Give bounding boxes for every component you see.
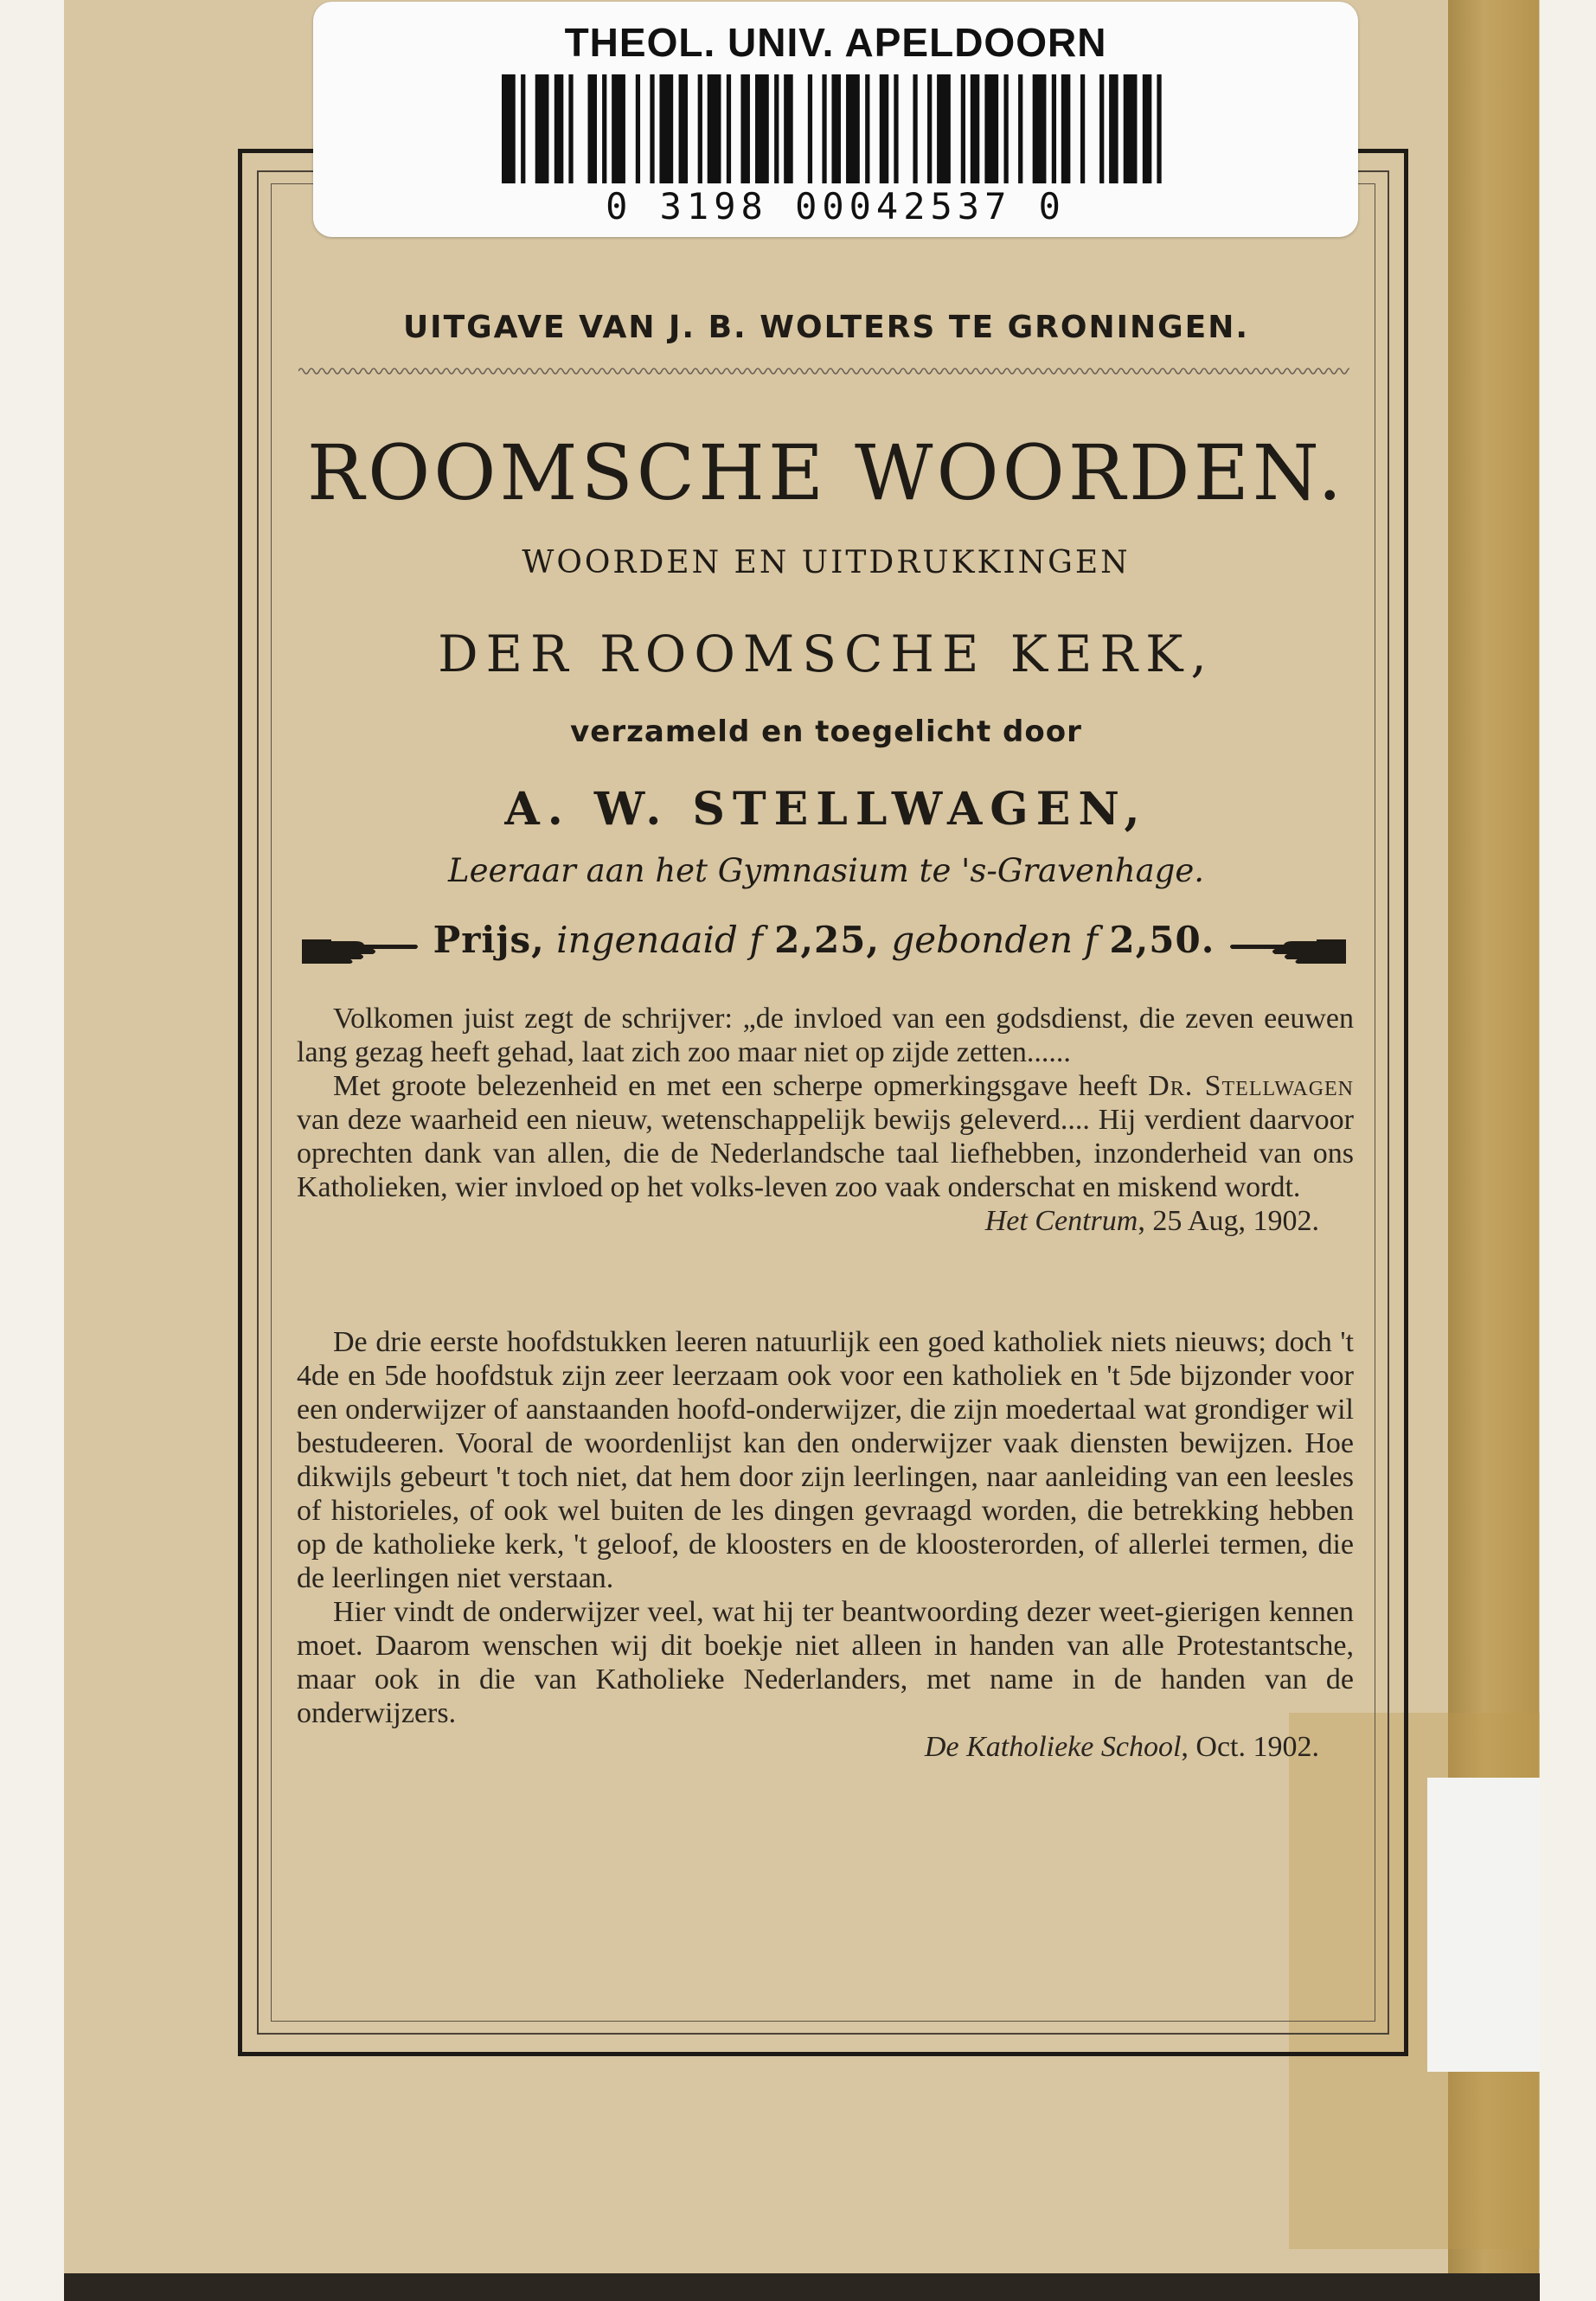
barcode-bar — [659, 74, 673, 183]
barcode-bar — [612, 74, 625, 183]
review-1-p2-start: Met groote belezenheid en met een scherpe opmerkingsgave heeft — [333, 1070, 1138, 1102]
barcode-bar — [588, 74, 598, 183]
barcode-bar — [568, 74, 573, 183]
review-1-p2-end: van deze waarheid een nieuw, wetenschappelijk bewijs geleverd.... Hij verdient daarvoor oprechten dank van allen, die de Nederlandsche taal liefhebben, inzonderheid van ons Katholieken, wier invloed op het volks-leven zoo vaak onderschat en miskend wordt. — [297, 1104, 1354, 1203]
barcode-bar — [1033, 74, 1047, 183]
book-subtitle-2: DER ROOMSCHE KERK, — [438, 625, 1215, 683]
barcode-bar — [1052, 74, 1056, 183]
barcode-bar — [698, 74, 702, 183]
barcode-icon — [502, 74, 1171, 183]
barcode-bar — [502, 74, 516, 183]
barcode-bar — [784, 74, 793, 183]
barcode-bar — [1109, 74, 1118, 183]
review-2-source — [297, 1730, 1319, 1764]
review-katholieke-school — [297, 1325, 1354, 1764]
author-role: Leeraar aan het Gymnasium te 's-Gravenhage. — [448, 852, 1204, 889]
author-name: A. W. STELLWAGEN, — [504, 783, 1148, 836]
barcode-bar — [894, 74, 898, 183]
price-label: Prijs, — [433, 919, 545, 961]
barcode-bar — [846, 74, 860, 183]
barcode-bar — [774, 74, 779, 183]
barcode-bar — [913, 74, 917, 183]
barcode-number: 0 3198 00042537 0 — [606, 185, 1066, 228]
barcode-bar — [937, 74, 951, 183]
barcode-bar — [961, 74, 965, 183]
review-2-paragraph-2: Hier vindt de onderwijzer veel, wat hij ter beantwoording dezer weet-gierigen kennen moet. Daarom wenschen wij dit boekje niet alleen in handen van alle Protestantsche, maar ook in die van Katholieke Nederlanders, met name in de handen van de onderwijzers. — [297, 1596, 1354, 1729]
book-title: ROOMSCHE WOORDEN. — [306, 428, 1346, 517]
library-name: THEOL. UNIV. APELDOORN — [564, 20, 1107, 65]
review-1-source-name: Het Centrum — [984, 1205, 1138, 1237]
barcode-bar — [831, 74, 841, 183]
white-paper-patch — [1427, 1778, 1540, 2072]
barcode-bar — [1124, 74, 1138, 183]
barcode-bar — [636, 74, 640, 183]
barcode-bar — [679, 74, 689, 183]
barcode-bar — [1157, 74, 1161, 183]
barcode-bar — [808, 74, 812, 183]
compiled-by-line: verzameld en toegelicht door — [570, 715, 1082, 749]
review-centrum — [297, 1002, 1354, 1238]
barcode-bar — [880, 74, 889, 183]
barcode-bar — [1143, 74, 1152, 183]
publisher-line: UITGAVE VAN J. B. WOLTERS TE GRONINGEN. — [402, 310, 1250, 345]
price-row — [298, 919, 1349, 979]
review-2-source-name: De Katholieke School — [924, 1731, 1182, 1763]
price-stitched-amount: 2,25, — [774, 919, 881, 961]
scan-bottom-edge — [64, 2273, 1540, 2301]
barcode-bar — [1061, 74, 1071, 183]
barcode-bar — [822, 74, 826, 183]
barcode-bar — [727, 74, 731, 183]
review-1-paragraph-1: Volkomen juist zegt de schrijver: „de invloed van een godsdienst, die zeven eeuwen lang gezag heeft gehad, laat zich zoo maar niet op zijde zetten...... — [297, 1003, 1354, 1068]
book-subtitle-1: WOORDEN EN UITDRUKKINGEN — [522, 545, 1131, 580]
review-2-date: , Oct. 1902. — [1181, 1731, 1319, 1763]
barcode-bar — [650, 74, 654, 183]
barcode-bar — [521, 74, 525, 183]
barcode-bar — [1018, 74, 1022, 183]
barcode-bar — [1080, 74, 1085, 183]
review-1-date: , 25 Aug, 1902. — [1138, 1205, 1319, 1237]
price-bound-amount: 2,50. — [1109, 919, 1215, 961]
barcode-bar — [554, 74, 564, 183]
price-bound-label: gebonden f — [891, 919, 1099, 961]
barcode-bar — [1099, 74, 1104, 183]
review-1-source — [297, 1204, 1319, 1238]
barcode-bar — [535, 74, 549, 183]
barcode-bar — [755, 74, 769, 183]
review-1-paragraph-2 — [297, 1069, 1354, 1204]
barcode-bar — [971, 74, 980, 183]
library-barcode-label — [313, 2, 1358, 237]
barcode-bar — [602, 74, 606, 183]
review-2-paragraph-1: De drie eerste hoofdstukken leeren natuurlijk een goed katholiek niets nieuws; doch 't 4de en 5de hoofdstuk zijn zeer leerzaam ook voor een katholiek en 't 5de bijzonder voor een onderwijzer of aanstaanden hoofd-onderwijzer, die zijn moedertaal wat grondiger wil bestudeeren. Vooral de woordenlijst kan den onderwijzer vaak diensten bewijzen. Hoe dikwijls gebeurt 't toch niet, dat hem door zijn leerlingen, naar aanleiding van een leesles of historieles, of ook wel buiten de les dingen gevraagd worden, die betrekking hebben op de katholieke kerk, 't geloof, de kloosters en de kloosterorden, of allerlei termen, die de leerlingen niet verstaan. — [297, 1326, 1354, 1594]
pointing-hand-left-icon — [1228, 929, 1349, 974]
barcode-bar — [1004, 74, 1009, 183]
barcode-bar — [984, 74, 998, 183]
barcode-bar — [865, 74, 869, 183]
price-line — [298, 919, 1349, 961]
barcode-bar — [740, 74, 750, 183]
barcode-bar — [708, 74, 721, 183]
wavy-divider — [298, 365, 1349, 377]
review-1-author-name: Dr. Stellwagen — [1148, 1070, 1355, 1102]
price-stitched-label: ingenaaid f — [556, 919, 763, 961]
barcode-bar — [927, 74, 932, 183]
